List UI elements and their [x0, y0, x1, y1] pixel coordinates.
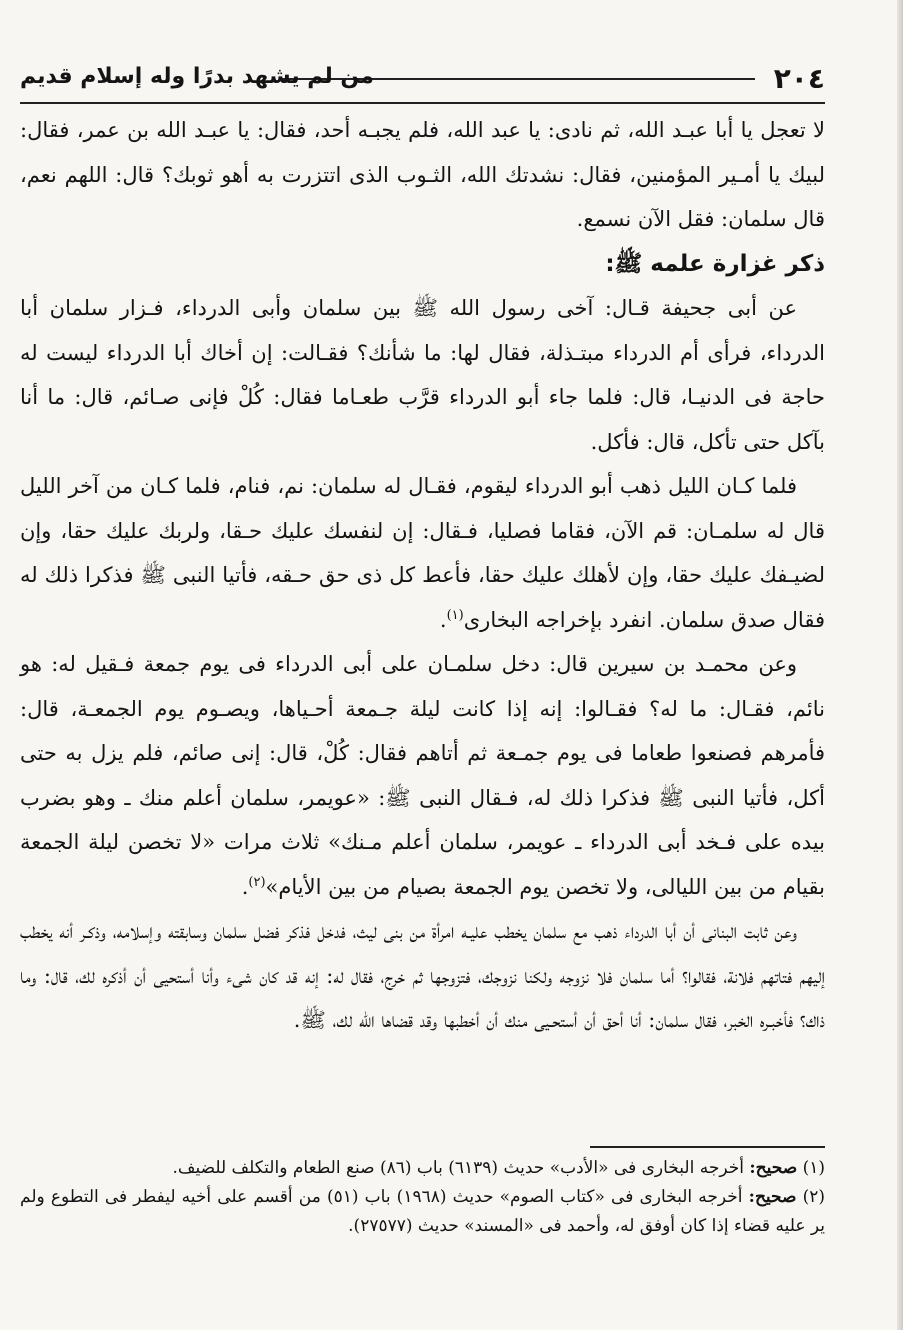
- paragraph-3: [20, 464, 825, 642]
- paragraph-4: [20, 642, 825, 909]
- paragraph-5: وعن ثابت البنانى أن أبا الدرداء ذهب مع سلمان يخطب عليـه امرأة من بنى ليث، فدخل فذكر فضل سلمان وسابقته وإسلامه، وذكـر أنه يخطب إليهم فتاتهم فلانة، فقالوا؟ أما سلمان فلا نزوجه ولكنا نزوجك، فتزوجها ثم خرج، فقال له: إنه قد كان شىء وأنا أستحيى أن أذكره لك، قال: وما ذاك؟ فأخبـره الخبر، فقال سلمان: أنا أحق أن أستحـيى منك أن أخطبها وقد قضاها الله لك، ﷺ.: [20, 919, 825, 1032]
- main-text: [20, 108, 825, 1043]
- footnote-1: [20, 1154, 825, 1183]
- paragraph-4-text: وعن محمـد بن سيرين قال: دخل سلمـان على أبى الدرداء فى يوم جمعة فـقيل له: هو نائم، فقـال: ما له؟ فقـالوا: إنه إذا كانت ليلة جـمعة أحـياها، ويصـوم يوم الجمعـة، قال: فأمرهم فصنعوا طعاما فى يوم جمـعة ثم أتاهم فقال: كُلْ، قال: إنى صائم، فلم يزل به حتى أكل، فأتيا النبى ﷺ فذكرا ذلك له، فـقال النبى ﷺ: «عويمر، سلمان أعلم منك ـ وهو بضرب بيده على فـخد أبى الدرداء ـ عويمر، سلمان أعلم مـنك» ثلاث مرات «لا تخصن ليلة الجمعة بقيام من بين الليالى، ولا تخصن يوم الجمعة بصيام من بين الأيام»: [20, 652, 825, 899]
- footnote-2: [20, 1183, 825, 1241]
- page-number: ٢٠٤: [773, 62, 825, 95]
- page-header: [20, 56, 825, 104]
- paragraph-3-end: .: [439, 607, 447, 632]
- footnote-grade: صحيح:: [748, 1187, 797, 1207]
- footnote-number: (١): [802, 1158, 825, 1178]
- footnote-ref-2[interactable]: (٢): [248, 874, 266, 890]
- footnote-text: أخرجه البخارى فى «كتاب الصوم» حديث (١٩٦٨) باب (٥١) من أقسم على أخيه ليفطر فى التطوع ولم ير عليه قضاء إذا كان أوفق له، وأحمد فى «المسند» حديث (٢٧٥٧٧).: [20, 1187, 825, 1236]
- footnotes: [20, 1154, 825, 1241]
- footnote-text: أخرجه البخارى فى «الأدب» حديث (٦١٣٩) باب (٨٦) صنع الطعام والتكلف للضيف.: [172, 1158, 744, 1178]
- paragraph-1: لا تعجل يا أبا عبـد الله، ثم نادى: يا عبد الله، فلم يجبـه أحد، فقال: يا عبـد الله بن عمر، فقال: لبيك يا أمـير المؤمنين، فقال: نشدتك الله، الثـوب الذى اتتزرت به أهو ثوبك؟ قال: اللهم نعم، قال سلمان: فقل الآن نسمع.: [20, 118, 825, 231]
- footnote-number: (٢): [802, 1187, 826, 1207]
- paragraph-2: عن أبى جحيفة قـال: آخى رسول الله ﷺ بين سلمان وأبى الدرداء، فـزار سلمان أبا الدرداء، فرأى أم الدرداء مبتـذلة، فقال لها: ما شأنك؟ فقـالت: إن أخاك أبا الدرداء ليست له حاجة فى الدنيـا، قال: فلما جاء أبو الدرداء قرَّب طعـاما فقال: كُلْ فإنى صـائم، قال: ما أنا بآكل حتى تأكل، قال: فأكل.: [20, 296, 825, 454]
- paragraph-4-end: .: [241, 874, 249, 899]
- footnote-grade: صحيح:: [749, 1158, 798, 1178]
- paragraph-3-text: فلما كـان الليل ذهب أبو الدرداء ليقوم، فقـال له سلمان: نم، فنام، فلما كـان من آخر الليل قال له سلمـان: قم الآن، فقاما فصليا، فـقال: إن لنفسك عليك حـقا، ولربك عليك حقا، وإن لضيـفك عليك حقا، وإن لأهلك عليك حقا، فأعط كل ذى حق حـقه، فأتيا النبى ﷺ فذكرا ذلك له فقال صدق سلمان. انفرد بإخراجه البخارى: [20, 474, 825, 632]
- footnote-divider: [590, 1146, 825, 1148]
- running-title: من لم يشهد بدرًا وله إسلام قديم: [20, 64, 374, 89]
- section-heading: ذكر غزارة علمه ﷺ:: [605, 250, 825, 277]
- footnote-ref-1[interactable]: (١): [446, 607, 464, 623]
- scan-edge: [897, 0, 903, 1330]
